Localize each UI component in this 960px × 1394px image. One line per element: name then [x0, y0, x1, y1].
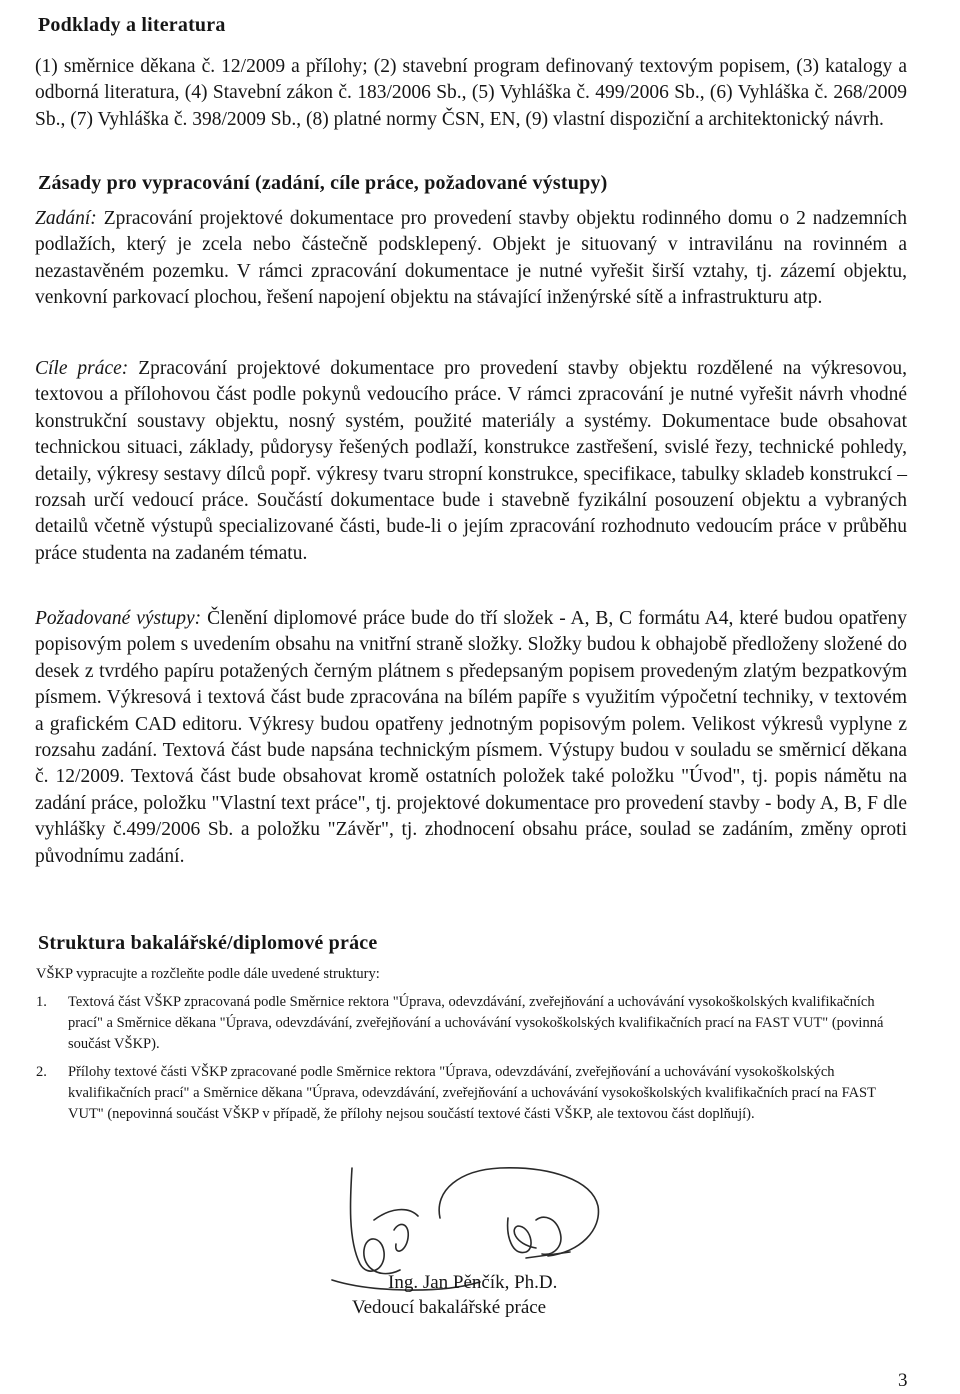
goals-paragraph — [35, 356, 907, 567]
list-item-text: Textová část VŠKP zpracovaná podle Směrnice rektora "Úprava, odevzdávání, zveřejňování a uchovávání vysokoškolských kvalifikačních prací" a Směrnice děkana "Úprava, odevzdávání, zveřejňování a uchovávání vysokoškolských kvalifikačních prací na FAST VUT" (povinná součást VŠKP). — [68, 994, 884, 1052]
outputs-text: Členění diplomové práce bude do tří složek - A, B, C formátu A4, které budou opatřeny popisovým polem s uvedením obsahu na vnitřní straně složky. Složky budou k obhajobě předloženy složené do desek z tvrdého papíru potažených černým plátnem s předepsaným popisem provedeným zlatým bezpatkovým písmem. Výkresová i textová část bude zpracována na bílém papíře s využitím výpočetní techniky, v textovém a grafickém CAD editoru. Výkresy budou opatřeny jednotným popisovým polem. Velikost výkresů vyplyne z rozsahu zadání. Textová část bude napsána technickým písmem. Výstupy budou v souladu se směrnicí děkana č. 12/2009. Textová část bude obsahovat kromě ostatních položek také položku "Úvod", tj. popis námětu na zadání práce, položku "Vlastní text práce", tj. projektové dokumentace pro provedení stavby - body A, B, F dle vyhlášky č.499/2006 Sb. a položku "Závěr", tj. zhodnocení obsahu práce, soulad se zadáním, změny oproti původnímu zadání. — [35, 608, 907, 867]
literature-heading: Podklady a literatura — [38, 14, 226, 36]
signatory-name: Ing. Jan Pěnčík, Ph.D. — [388, 1272, 558, 1293]
outputs-paragraph — [35, 606, 907, 870]
list-item-text: Přílohy textové části VŠKP zpracované podle Směrnice rektora "Úprava, odevzdávání, zveřejňování a uchovávání vysokoškolských kvalifikačních prací" a Směrnice děkana "Úprava, odevzdávání, zveřejňování a uchovávání vysokoškolských kvalifikačních prací na FAST VUT" (nepovinná součást VŠKP v případě, že přílohy nejsou součástí textové části VŠKP, ale textovou část doplňují). — [68, 1064, 876, 1122]
handwritten-signature — [330, 1160, 630, 1320]
signatory-role: Vedoucí bakalářské práce — [352, 1297, 547, 1318]
outputs-lead: Požadované výstupy: — [35, 608, 202, 629]
assignment-paragraph — [35, 206, 907, 312]
structure-intro: VŠKP vypracujte a rozčleňte podle dále uvedené struktury: — [36, 966, 380, 982]
structure-heading: Struktura bakalářské/diplomové práce — [38, 932, 378, 954]
page-number: 3 — [898, 1370, 908, 1391]
list-item-number: 2. — [36, 1064, 47, 1080]
assignment-text: Zpracování projektové dokumentace pro provedení stavby objektu rodinného domu o 2 nadzemních podlažích, který je zcela nebo částečně podsklepený. Objekt je situovaný v intravilánu na rovinném a nezastavěném pozemku. V rámci zpracování dokumentace je nutné vyřešit širší vztahy, tj. zázemí objektu, venkovní parkovací plochou, řešení napojení objektu na stávající inženýrské sítě a infrastrukturu atp. — [35, 208, 907, 309]
list-item-number: 1. — [36, 994, 47, 1010]
principles-heading: Zásady pro vypracování (zadání, cíle práce, požadované výstupy) — [38, 172, 608, 194]
assignment-lead: Zadání: — [35, 208, 97, 229]
goals-lead: Cíle práce: — [35, 358, 129, 379]
goals-text: Zpracování projektové dokumentace pro provedení stavby objektu rozdělené na výkresovou, textovou a přílohovou část podle pokynů vedoucího práce. V rámci zpracování je nutné vyřešit návrh vhodné konstrukční soustavy objektu, nosný systém, použité materiály a systémy. Dokumentace bude obsahovat technickou situaci, základy, půdorysy řešených podlaží, konstrukce zastřešení, svislé řezy, technické pohledy, detaily, výkresy sestavy dílců popř. výkresy tvaru stropní konstrukce, specifikace, tabulky skladeb konstrukcí – rozsah určí vedoucí práce. Součástí dokumentace bude i stavebně fyzikální posouzení objektu a vybraných detailů včetně výstupů specializované části, bude-li o jejím zpracování rozhodnuto vedoucím práce v průběhu práce studenta na zadaném tématu. — [35, 358, 907, 564]
literature-text: (1) směrnice děkana č. 12/2009 a přílohy; (2) stavební program definovaný textovým popisem, (3) katalogy a odborná literatura, (4) Stavební zákon č. 183/2006 Sb., (5) Vyhláška č. 499/2006 Sb., (6) Vyhláška č. 268/2009 Sb., (7) Vyhláška č. 398/2009 Sb., (8) platné normy ČSN, EN, (9) vlastní dispoziční a architektonický návrh. — [35, 56, 907, 130]
